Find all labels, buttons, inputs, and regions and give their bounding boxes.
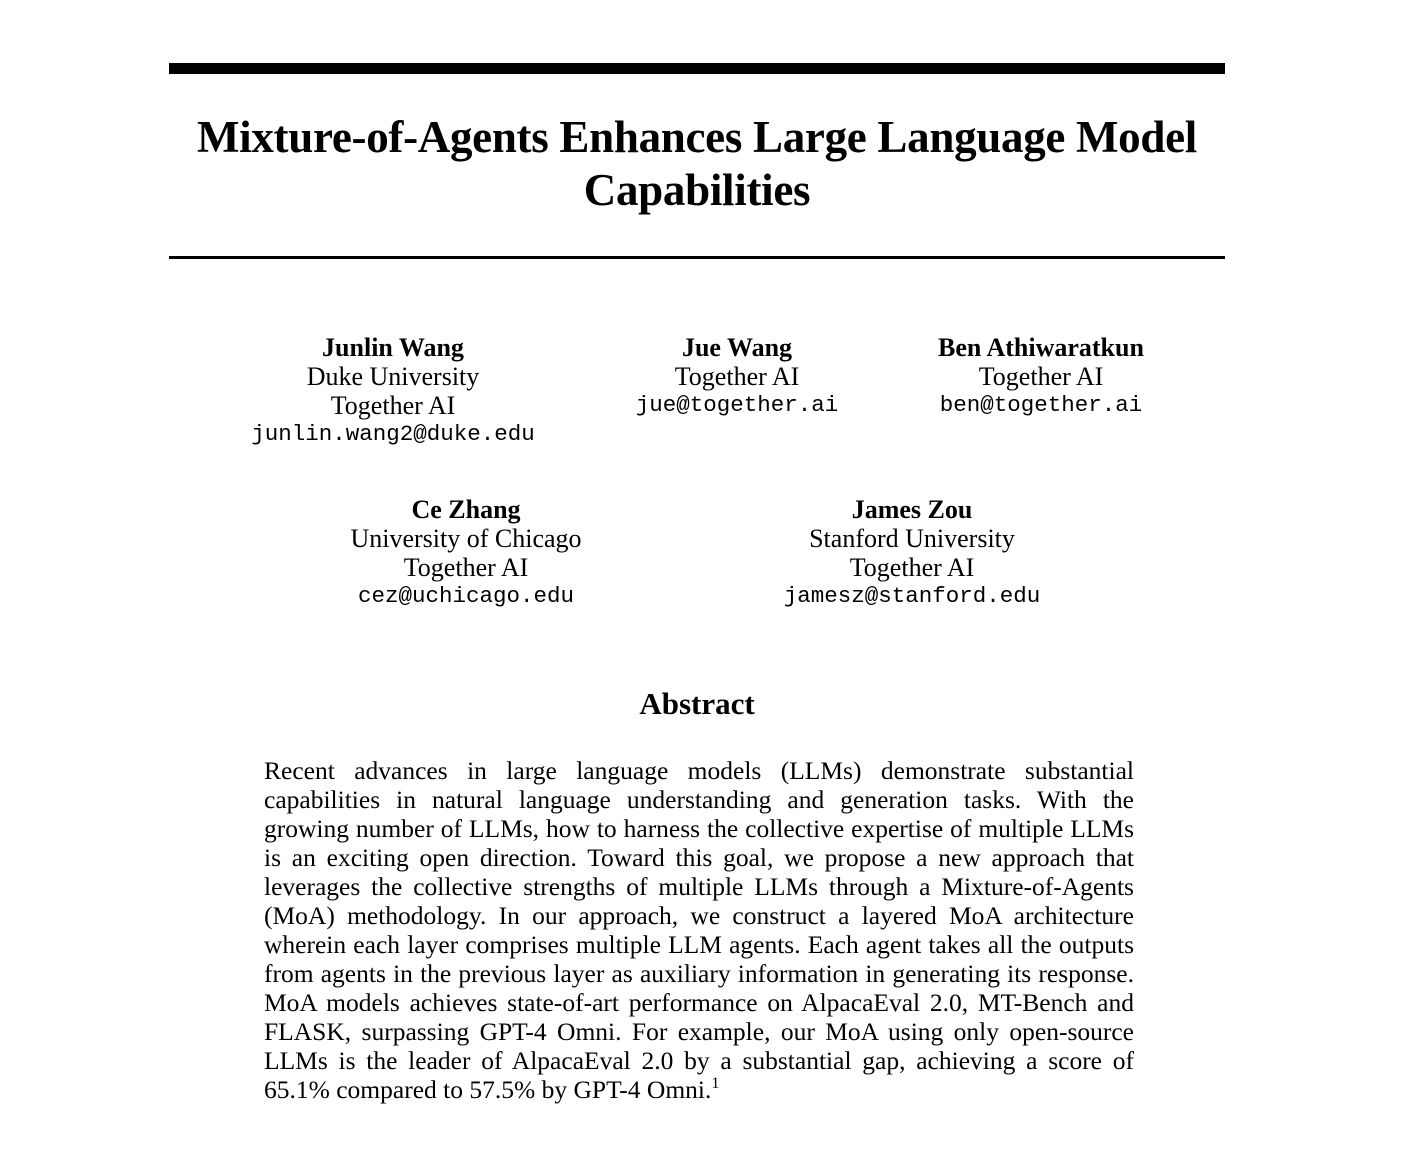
author-affiliation: Together AI xyxy=(849,553,975,582)
abstract-text xyxy=(264,756,1134,1104)
author-affiliation: Together AI xyxy=(674,362,800,391)
author-affiliation: Stanford University xyxy=(809,524,1015,553)
author-email[interactable]: cez@uchicago.edu xyxy=(357,583,575,609)
author-email[interactable]: jamesz@stanford.edu xyxy=(783,583,1041,609)
author-affiliation: University of Chicago xyxy=(350,524,582,553)
title-top-rule xyxy=(169,63,1225,74)
author-block-james-zou xyxy=(722,495,1102,611)
abstract-heading: Abstract xyxy=(639,686,755,721)
footnote-marker[interactable]: 1 xyxy=(711,1075,720,1092)
author-block-ben-athiwaratkun xyxy=(851,333,1231,420)
abstract-body-text: Recent advances in large language models (LLMs) demonstrate substantial capabilities in natural language understanding and generation tasks. With the growing number of LLMs, how to harness the collective expertise of multiple LLMs is an exciting open direction. Toward this goal, we propose a new approach that leverages the collective strengths of multiple LLMs through a Mixture-of-Agents (MoA) methodology. In our approach, we construct a layered MoA architecture wherein each layer comprises multiple LLM agents. Each agent takes all the outputs from agents in the previous layer as auxiliary information in generating its response. MoA models achieves state-of-art performance on AlpacaEval 2.0, MT-Bench and FLASK, surpassing GPT-4 Omni. For example, our MoA using only open-source LLMs is the leader of AlpacaEval 2.0 by a substantial gap, achieving a score of 65.1% compared to 57.5% by GPT-4 Omni. xyxy=(264,756,1134,1104)
author-name: James Zou xyxy=(851,495,973,524)
title-bottom-rule xyxy=(169,256,1225,259)
author-block-junlin-wang xyxy=(203,333,583,449)
author-block-ce-zhang xyxy=(276,495,656,611)
author-affiliation: Together AI xyxy=(978,362,1104,391)
paper-title: Mixture-of-Agents Enhances Large Language Model Capabilities xyxy=(196,112,1197,215)
author-email[interactable]: junlin.wang2@duke.edu xyxy=(251,421,535,447)
author-name: Junlin Wang xyxy=(322,333,464,362)
author-name: Ben Athiwaratkun xyxy=(938,333,1144,362)
author-name: Jue Wang xyxy=(681,333,793,362)
author-affiliation: Together AI xyxy=(330,391,456,420)
author-name: Ce Zhang xyxy=(411,495,521,524)
author-affiliation: Duke University xyxy=(306,362,480,391)
author-email[interactable]: jue@together.ai xyxy=(635,392,839,418)
author-affiliation: Together AI xyxy=(403,553,529,582)
author-email[interactable]: ben@together.ai xyxy=(939,392,1143,418)
